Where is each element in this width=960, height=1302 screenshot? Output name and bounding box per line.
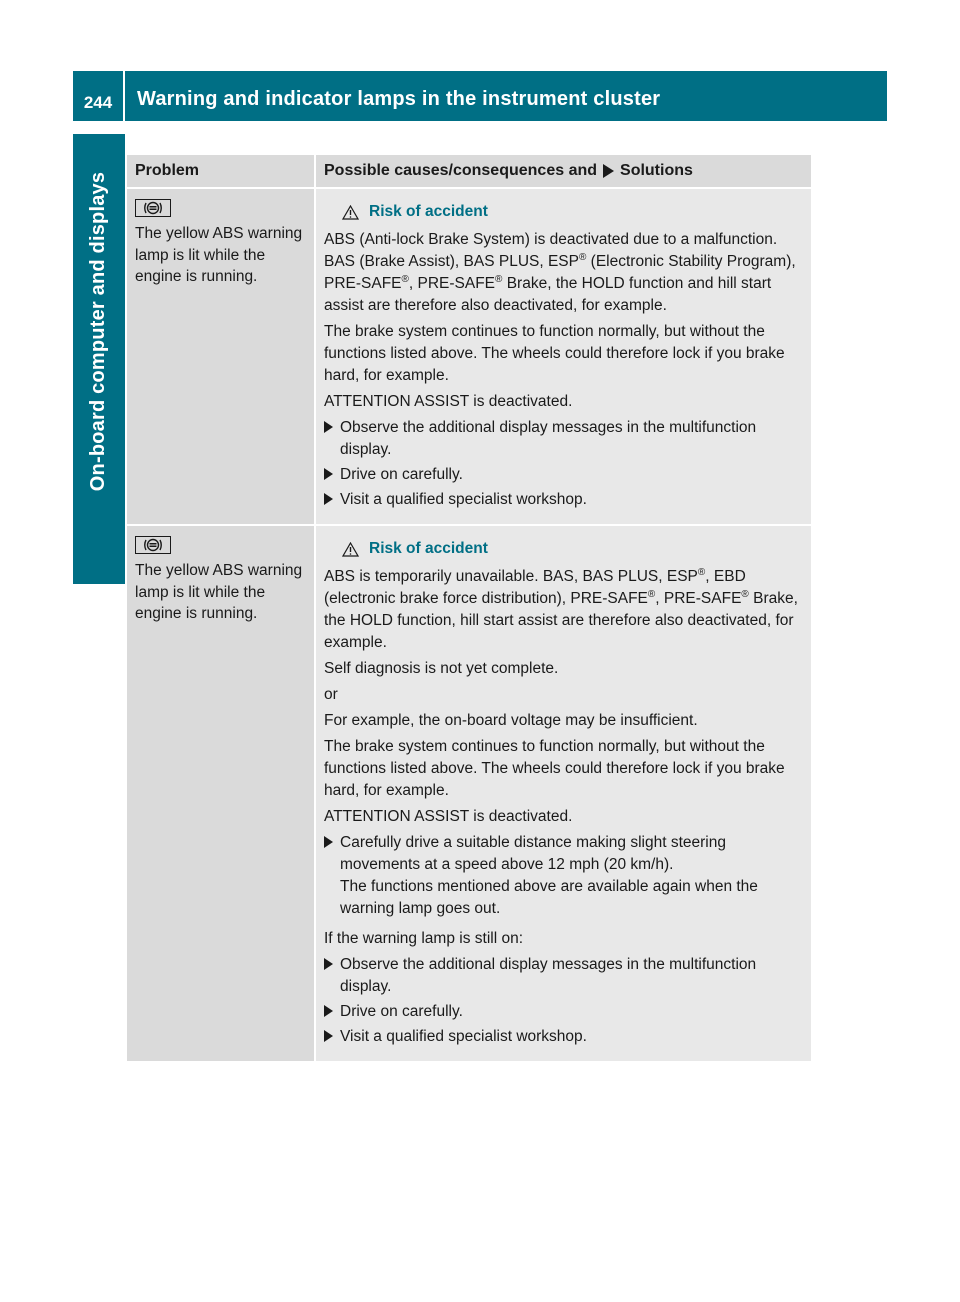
action-step: Drive on carefully. (324, 464, 805, 486)
action-step: Observe the additional display messages in the multifunction display. (324, 954, 805, 998)
step-arrow-icon (324, 417, 340, 461)
problem-cell (127, 526, 314, 1061)
warning-triangle-icon (342, 542, 359, 557)
cause-text: ABS is temporarily unavailable. BAS, BAS PLUS, ESP®, EBD (electronic brake force distribution), PRE-SAFE®, PRE-SAFE® Brake, the HOLD function, hill start assist are therefore also deactivated, for example. (324, 566, 798, 651)
section-tab-label: On-board computer and displays (87, 171, 110, 492)
warning-triangle-icon (342, 205, 359, 220)
page-header (73, 71, 887, 121)
section-side-tab (73, 134, 125, 584)
condition-text: If the warning lamp is still on: (324, 930, 524, 947)
step-arrow-icon (324, 464, 340, 486)
arrow-right-icon (603, 164, 614, 178)
consequence-text: The brake system continues to function normally, but without the functions listed above. The wheels could therefore lock if you brake hard, for example. (324, 738, 785, 799)
step-arrow-icon (324, 489, 340, 511)
solution-cell (314, 526, 811, 1061)
risk-warning: Risk of accident (342, 538, 805, 560)
header-problem: Problem (135, 162, 200, 179)
warning-lamp-table (127, 155, 811, 1063)
table-header (127, 155, 811, 189)
step-arrow-icon (324, 1026, 340, 1048)
abs-warning-lamp-icon (135, 199, 171, 217)
page-number: 244 (73, 71, 125, 121)
page-title: Warning and indicator lamps in the instrument cluster (137, 87, 661, 110)
risk-warning: Risk of accident (342, 201, 805, 223)
abs-warning-lamp-icon (135, 536, 171, 554)
step-arrow-icon (324, 1001, 340, 1023)
problem-text: The yellow ABS warning lamp is lit while the engine is running. (135, 225, 303, 285)
table-row (127, 526, 811, 1063)
attention-assist-text: ATTENTION ASSIST is deactivated. (324, 393, 573, 410)
action-step: Drive on carefully. (324, 1001, 805, 1023)
table-row (127, 189, 811, 526)
or-text: or (324, 686, 338, 703)
action-step: Carefully drive a suitable distance making slight steering movements at a speed above 12 mph (20 km/h). The functions mentioned above are available again when the warning lamp goes out. (324, 832, 805, 920)
attention-assist-text: ATTENTION ASSIST is deactivated. (324, 808, 573, 825)
problem-text: The yellow ABS warning lamp is lit while the engine is running. (135, 562, 303, 622)
cause-text: ABS (Anti-lock Brake System) is deactivated due to a malfunction. BAS (Brake Assist), BAS PLUS, ESP® (Electronic Stability Program), PRE-SAFE®, PRE-SAFE® Brake, the HOLD function and hill start assist are therefore also deactivated, for example. (324, 231, 796, 314)
problem-cell (127, 189, 314, 524)
action-step: Observe the additional display messages in the multifunction display. (324, 417, 805, 461)
step-arrow-icon (324, 954, 340, 998)
header-solutions: Possible causes/consequences and Solutions (314, 155, 811, 187)
step-arrow-icon (324, 832, 340, 920)
solution-cell (314, 189, 811, 524)
voltage-text: For example, the on-board voltage may be insufficient. (324, 712, 698, 729)
action-step: Visit a qualified specialist workshop. (324, 1026, 805, 1048)
action-step: Visit a qualified specialist workshop. (324, 489, 805, 511)
consequence-text: The brake system continues to function normally, but without the functions listed above. The wheels could therefore lock if you brake hard, for example. (324, 323, 785, 384)
self-diagnosis-text: Self diagnosis is not yet complete. (324, 660, 559, 677)
